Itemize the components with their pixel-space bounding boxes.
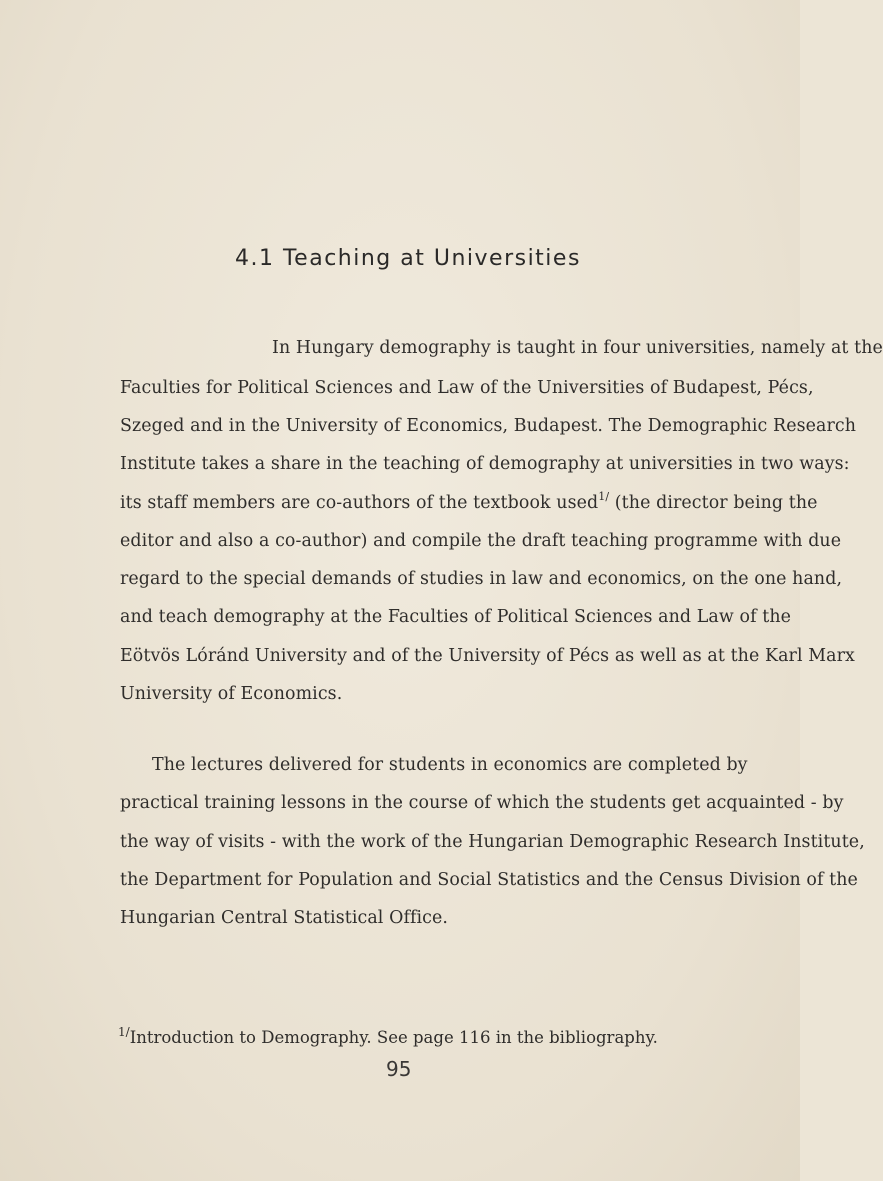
paragraph-line: Hungarian Central Statistical Office. <box>120 908 449 928</box>
paragraph-line: regard to the special demands of studies in law and economics, on the one hand, <box>120 569 843 589</box>
paragraph-line: editor and also a co-author) and compile the draft teaching programme with due <box>120 531 842 551</box>
paragraph-line: Faculties for Political Sciences and Law of the Universities of Budapest, Pécs, <box>120 378 814 398</box>
page-number: 95 <box>386 1057 412 1081</box>
paragraph-text: (the director being the <box>614 493 818 513</box>
paragraph-line-with-footnote <box>120 490 818 513</box>
paragraph-text: its staff members are co-authors of the textbook used <box>120 493 599 513</box>
paragraph-line: Eötvös Lóránd University and of the University of Pécs as well as at the Karl Marx <box>120 646 855 666</box>
footnote <box>118 1025 658 1047</box>
paragraph-line: the way of visits - with the work of the Hungarian Demographic Research Institute, <box>120 832 865 852</box>
section-heading: 4.1 Teaching at Universities <box>235 246 581 271</box>
footnote-reference: 1/ <box>598 490 610 503</box>
paragraph-line: In Hungary demography is taught in four universities, namely at the <box>272 338 883 358</box>
paragraph-line: Szeged and in the University of Economics, Budapest. The Demographic Research <box>120 416 857 436</box>
paragraph-line: practical training lessons in the course of which the students get acquainted - by <box>120 793 844 813</box>
paragraph-line: The lectures delivered for students in economics are completed by <box>152 755 748 775</box>
paragraph-line: and teach demography at the Faculties of Political Sciences and Law of the <box>120 607 792 627</box>
paragraph-line: Institute takes a share in the teaching of demography at universities in two ways: <box>120 454 850 474</box>
footnote-mark: 1/ <box>118 1025 130 1039</box>
footnote-text: Introduction to Demography. See page 116 in the bibliography. <box>129 1028 658 1047</box>
paragraph-line: University of Economics. <box>120 684 343 704</box>
paragraph-line: the Department for Population and Social Statistics and the Census Division of the <box>120 870 858 890</box>
